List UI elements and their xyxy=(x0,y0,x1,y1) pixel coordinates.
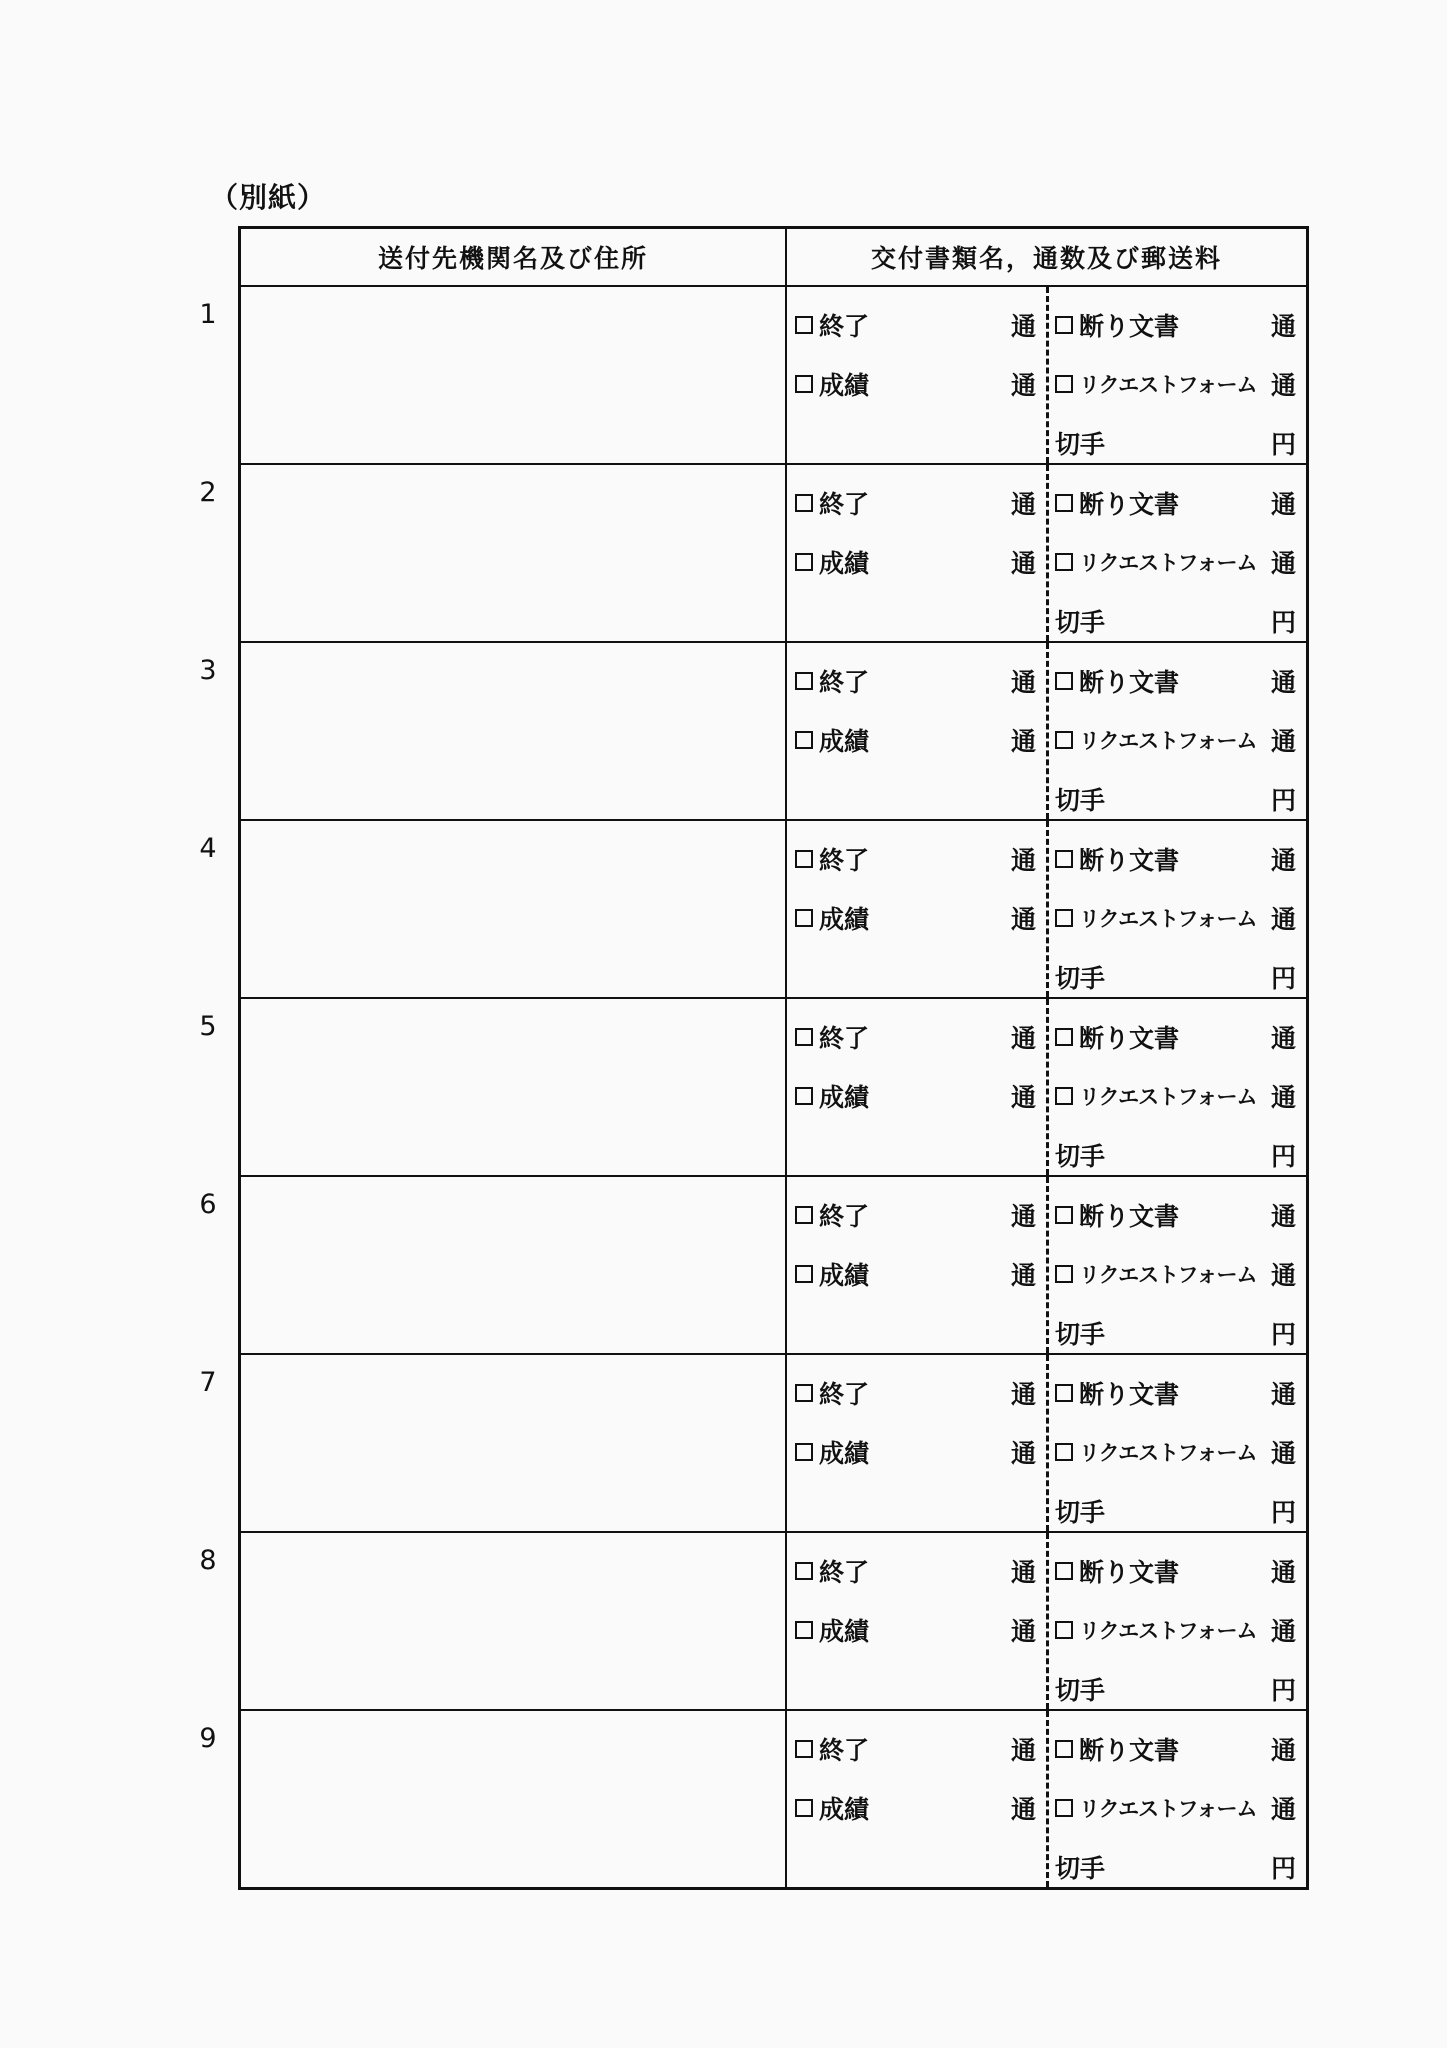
copies-unit: 通 xyxy=(1270,1794,1296,1824)
stamp-label: 切手 xyxy=(1055,1675,1106,1705)
table-row xyxy=(199,1355,1306,1533)
destination-address-cell[interactable] xyxy=(241,1711,787,1887)
request-form-label: リクエストフォーム xyxy=(1079,728,1257,753)
grades-checkbox[interactable] xyxy=(795,1443,813,1461)
table-body xyxy=(199,287,1306,1887)
refusal-checkbox[interactable] xyxy=(1055,1740,1073,1758)
copies-unit: 通 xyxy=(1270,1260,1296,1290)
copies-unit: 通 xyxy=(1270,548,1296,578)
refusal-label: 断り文書 xyxy=(1079,1557,1180,1587)
completion-checkbox[interactable] xyxy=(795,1028,813,1046)
documents-cell xyxy=(787,643,1306,819)
refusal-label: 断り文書 xyxy=(1079,845,1180,875)
copies-unit: 通 xyxy=(1270,1379,1296,1409)
refusal-checkbox[interactable] xyxy=(1055,850,1073,868)
stamp-line xyxy=(1055,1125,1296,1184)
completion-label: 終了 xyxy=(819,667,870,697)
completion-label: 終了 xyxy=(819,489,870,519)
copies-unit: 通 xyxy=(1270,1557,1296,1587)
refusal-checkbox[interactable] xyxy=(1055,494,1073,512)
grades-line xyxy=(795,354,1036,413)
completion-line xyxy=(795,295,1036,354)
refusal-label: 断り文書 xyxy=(1079,1735,1180,1765)
refusal-label: 断り文書 xyxy=(1079,1201,1180,1231)
completion-checkbox[interactable] xyxy=(795,1206,813,1224)
refusal-label: 断り文書 xyxy=(1079,1023,1180,1053)
grades-line xyxy=(795,1066,1036,1125)
row-number: 4 xyxy=(199,833,217,864)
documents-left xyxy=(787,465,1049,641)
completion-line xyxy=(795,1719,1036,1778)
copies-unit: 通 xyxy=(1270,370,1296,400)
request-form-line xyxy=(1055,1778,1296,1837)
completion-checkbox[interactable] xyxy=(795,672,813,690)
completion-line xyxy=(795,1541,1036,1600)
request-form-checkbox[interactable] xyxy=(1055,731,1073,749)
request-form-line xyxy=(1055,354,1296,413)
grades-label: 成績 xyxy=(819,370,870,400)
copies-unit: 通 xyxy=(1010,1201,1036,1231)
grades-label: 成績 xyxy=(819,548,870,578)
yen-unit: 円 xyxy=(1270,963,1296,993)
copies-unit: 通 xyxy=(1010,548,1036,578)
documents-cell xyxy=(787,287,1306,463)
refusal-line xyxy=(1055,1541,1296,1600)
table-row xyxy=(199,643,1306,821)
table-row xyxy=(199,821,1306,999)
copies-unit: 通 xyxy=(1270,489,1296,519)
completion-line xyxy=(795,651,1036,710)
refusal-label: 断り文書 xyxy=(1079,311,1180,341)
documents-right xyxy=(1049,465,1306,641)
row-number: 2 xyxy=(199,477,217,508)
request-form-checkbox[interactable] xyxy=(1055,1621,1073,1639)
copies-unit: 通 xyxy=(1010,845,1036,875)
row-number: 5 xyxy=(199,1011,217,1042)
documents-right xyxy=(1049,1711,1306,1887)
completion-line xyxy=(795,829,1036,888)
grades-label: 成績 xyxy=(819,1794,870,1824)
yen-unit: 円 xyxy=(1270,1853,1296,1883)
row-number: 9 xyxy=(199,1723,217,1754)
request-form-label: リクエストフォーム xyxy=(1079,372,1257,397)
copies-unit: 通 xyxy=(1010,726,1036,756)
refusal-label: 断り文書 xyxy=(1079,1379,1180,1409)
grades-checkbox[interactable] xyxy=(795,731,813,749)
grades-label: 成績 xyxy=(819,726,870,756)
refusal-line xyxy=(1055,1363,1296,1422)
table-header xyxy=(241,229,1306,287)
destination-address-cell[interactable] xyxy=(241,999,787,1175)
copies-unit: 通 xyxy=(1010,1023,1036,1053)
row-number: 8 xyxy=(199,1545,217,1576)
completion-label: 終了 xyxy=(819,1379,870,1409)
grades-checkbox[interactable] xyxy=(795,909,813,927)
documents-cell xyxy=(787,1355,1306,1531)
destination-address-cell[interactable] xyxy=(241,1355,787,1531)
stamp-label: 切手 xyxy=(1055,1497,1106,1527)
copies-unit: 通 xyxy=(1270,667,1296,697)
grades-label: 成績 xyxy=(819,1260,870,1290)
documents-right xyxy=(1049,1177,1306,1353)
copies-unit: 通 xyxy=(1010,370,1036,400)
completion-label: 終了 xyxy=(819,1201,870,1231)
documents-left xyxy=(787,821,1049,997)
grades-label: 成績 xyxy=(819,904,870,934)
completion-checkbox[interactable] xyxy=(795,316,813,334)
copies-unit: 通 xyxy=(1270,1201,1296,1231)
destination-address-cell[interactable] xyxy=(241,643,787,819)
yen-unit: 円 xyxy=(1270,1141,1296,1171)
stamp-line xyxy=(1055,591,1296,650)
destination-address-cell[interactable] xyxy=(241,1533,787,1709)
request-form-line xyxy=(1055,1066,1296,1125)
request-form-checkbox[interactable] xyxy=(1055,1799,1073,1817)
completion-line xyxy=(795,473,1036,532)
request-form-label: リクエストフォーム xyxy=(1079,1084,1257,1109)
request-form-checkbox[interactable] xyxy=(1055,553,1073,571)
request-form-label: リクエストフォーム xyxy=(1079,906,1257,931)
documents-left xyxy=(787,1533,1049,1709)
copies-unit: 通 xyxy=(1010,489,1036,519)
completion-line xyxy=(795,1185,1036,1244)
stamp-line xyxy=(1055,1303,1296,1362)
copies-unit: 通 xyxy=(1010,1082,1036,1112)
completion-label: 終了 xyxy=(819,311,870,341)
refusal-line xyxy=(1055,651,1296,710)
page-label: （別紙） xyxy=(210,181,327,214)
grades-line xyxy=(795,710,1036,769)
refusal-label: 断り文書 xyxy=(1079,489,1180,519)
stamp-line xyxy=(1055,947,1296,1006)
completion-label: 終了 xyxy=(819,1735,870,1765)
refusal-line xyxy=(1055,1185,1296,1244)
refusal-checkbox[interactable] xyxy=(1055,1384,1073,1402)
documents-right xyxy=(1049,821,1306,997)
stamp-line xyxy=(1055,413,1296,472)
request-form-label: リクエストフォーム xyxy=(1079,1796,1257,1821)
documents-left xyxy=(787,287,1049,463)
documents-left xyxy=(787,1177,1049,1353)
documents-right xyxy=(1049,1355,1306,1531)
documents-cell xyxy=(787,1533,1306,1709)
yen-unit: 円 xyxy=(1270,1319,1296,1349)
copies-unit: 通 xyxy=(1270,845,1296,875)
documents-left xyxy=(787,643,1049,819)
copies-unit: 通 xyxy=(1010,1379,1036,1409)
header-documents: 交付書類名，通数及び郵送料 xyxy=(870,244,1222,273)
row-number: 1 xyxy=(199,299,217,330)
stamp-line xyxy=(1055,769,1296,828)
row-number: 6 xyxy=(199,1189,217,1220)
grades-line xyxy=(795,1422,1036,1481)
request-form-line xyxy=(1055,710,1296,769)
request-form-label: リクエストフォーム xyxy=(1079,1440,1257,1465)
stamp-label: 切手 xyxy=(1055,429,1106,459)
refusal-line xyxy=(1055,1007,1296,1066)
grades-label: 成績 xyxy=(819,1438,870,1468)
table-row xyxy=(199,465,1306,643)
copies-unit: 通 xyxy=(1010,1616,1036,1646)
request-form-checkbox[interactable] xyxy=(1055,1443,1073,1461)
refusal-checkbox[interactable] xyxy=(1055,316,1073,334)
request-form-checkbox[interactable] xyxy=(1055,909,1073,927)
request-form-checkbox[interactable] xyxy=(1055,1087,1073,1105)
copies-unit: 通 xyxy=(1270,726,1296,756)
table-row xyxy=(199,1177,1306,1355)
copies-unit: 通 xyxy=(1010,311,1036,341)
request-form-checkbox[interactable] xyxy=(1055,1265,1073,1283)
stamp-line xyxy=(1055,1837,1296,1896)
row-number: 3 xyxy=(199,655,217,686)
table-row xyxy=(199,999,1306,1177)
grades-checkbox[interactable] xyxy=(795,375,813,393)
stamp-line xyxy=(1055,1659,1296,1718)
completion-checkbox[interactable] xyxy=(795,850,813,868)
grades-checkbox[interactable] xyxy=(795,1087,813,1105)
copies-unit: 通 xyxy=(1010,1438,1036,1468)
destination-address-cell[interactable] xyxy=(241,465,787,641)
documents-right xyxy=(1049,999,1306,1175)
copies-unit: 通 xyxy=(1270,311,1296,341)
grades-label: 成績 xyxy=(819,1616,870,1646)
copies-unit: 通 xyxy=(1010,667,1036,697)
yen-unit: 円 xyxy=(1270,1675,1296,1705)
stamp-label: 切手 xyxy=(1055,1141,1106,1171)
refusal-line xyxy=(1055,1719,1296,1778)
copies-unit: 通 xyxy=(1270,1082,1296,1112)
grades-line xyxy=(795,1244,1036,1303)
refusal-label: 断り文書 xyxy=(1079,667,1180,697)
documents-right xyxy=(1049,643,1306,819)
stamp-label: 切手 xyxy=(1055,1319,1106,1349)
grades-checkbox[interactable] xyxy=(795,1799,813,1817)
copies-unit: 通 xyxy=(1010,1260,1036,1290)
refusal-line xyxy=(1055,295,1296,354)
shipment-form-table xyxy=(199,226,1309,1890)
documents-left xyxy=(787,1711,1049,1887)
copies-unit: 通 xyxy=(1010,1794,1036,1824)
refusal-line xyxy=(1055,829,1296,888)
grades-checkbox[interactable] xyxy=(795,553,813,571)
documents-cell xyxy=(787,1711,1306,1887)
grades-label: 成績 xyxy=(819,1082,870,1112)
completion-label: 終了 xyxy=(819,1023,870,1053)
completion-checkbox[interactable] xyxy=(795,1740,813,1758)
copies-unit: 通 xyxy=(1010,1557,1036,1587)
copies-unit: 通 xyxy=(1010,1735,1036,1765)
stamp-label: 切手 xyxy=(1055,607,1106,637)
completion-checkbox[interactable] xyxy=(795,1562,813,1580)
copies-unit: 通 xyxy=(1010,904,1036,934)
table-row xyxy=(199,287,1306,465)
documents-left xyxy=(787,999,1049,1175)
stamp-label: 切手 xyxy=(1055,963,1106,993)
request-form-label: リクエストフォーム xyxy=(1079,1618,1257,1643)
copies-unit: 通 xyxy=(1270,1735,1296,1765)
copies-unit: 通 xyxy=(1270,904,1296,934)
table-row xyxy=(199,1711,1306,1887)
grades-line xyxy=(795,1778,1036,1837)
refusal-line xyxy=(1055,473,1296,532)
completion-line xyxy=(795,1007,1036,1066)
destination-address-cell[interactable] xyxy=(241,287,787,463)
documents-cell xyxy=(787,465,1306,641)
yen-unit: 円 xyxy=(1270,607,1296,637)
request-form-line xyxy=(1055,1600,1296,1659)
request-form-label: リクエストフォーム xyxy=(1079,1262,1257,1287)
documents-cell xyxy=(787,999,1306,1175)
stamp-label: 切手 xyxy=(1055,1853,1106,1883)
row-number: 7 xyxy=(199,1367,217,1398)
request-form-label: リクエストフォーム xyxy=(1079,550,1257,575)
request-form-line xyxy=(1055,888,1296,947)
completion-label: 終了 xyxy=(819,845,870,875)
copies-unit: 通 xyxy=(1270,1438,1296,1468)
grades-checkbox[interactable] xyxy=(795,1265,813,1283)
completion-checkbox[interactable] xyxy=(795,1384,813,1402)
request-form-line xyxy=(1055,1244,1296,1303)
grades-checkbox[interactable] xyxy=(795,1621,813,1639)
destination-address-cell[interactable] xyxy=(241,1177,787,1353)
request-form-line xyxy=(1055,532,1296,591)
refusal-checkbox[interactable] xyxy=(1055,1028,1073,1046)
grades-line xyxy=(795,888,1036,947)
documents-cell xyxy=(787,1177,1306,1353)
completion-checkbox[interactable] xyxy=(795,494,813,512)
completion-line xyxy=(795,1363,1036,1422)
yen-unit: 円 xyxy=(1270,785,1296,815)
refusal-checkbox[interactable] xyxy=(1055,1206,1073,1224)
stamp-label: 切手 xyxy=(1055,785,1106,815)
grades-line xyxy=(795,532,1036,591)
request-form-line xyxy=(1055,1422,1296,1481)
request-form-checkbox[interactable] xyxy=(1055,375,1073,393)
table-row xyxy=(199,1533,1306,1711)
documents-cell xyxy=(787,821,1306,997)
documents-right xyxy=(1049,1533,1306,1709)
refusal-checkbox[interactable] xyxy=(1055,1562,1073,1580)
destination-address-cell[interactable] xyxy=(241,821,787,997)
stamp-line xyxy=(1055,1481,1296,1540)
completion-label: 終了 xyxy=(819,1557,870,1587)
refusal-checkbox[interactable] xyxy=(1055,672,1073,690)
copies-unit: 通 xyxy=(1270,1023,1296,1053)
yen-unit: 円 xyxy=(1270,1497,1296,1527)
yen-unit: 円 xyxy=(1270,429,1296,459)
grades-line xyxy=(795,1600,1036,1659)
copies-unit: 通 xyxy=(1270,1616,1296,1646)
documents-left xyxy=(787,1355,1049,1531)
documents-right xyxy=(1049,287,1306,463)
header-destination: 送付先機関名及び住所 xyxy=(241,229,787,285)
